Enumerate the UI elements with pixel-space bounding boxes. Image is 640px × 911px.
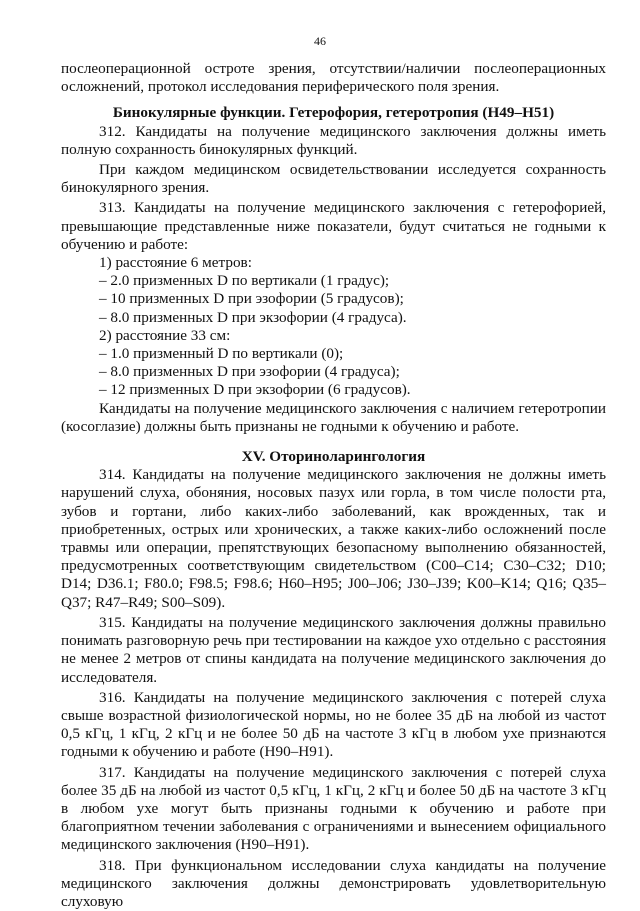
paragraph-318: 318. При функциональном исследовании слуха кандидаты на получение медицинского заключения должны демонстрировать удовлетворительную слуховую — [61, 856, 606, 910]
list-item: – 8.0 призменных D при экзофории (4 градуса). — [99, 308, 407, 326]
list-item: 2) расстояние 33 см: — [99, 326, 231, 344]
list-item: – 12 призменных D при экзофории (6 градусов). — [99, 381, 411, 399]
list-item: – 8.0 призменных D при эзофории (4 градуса); — [99, 363, 400, 381]
list-item: – 10 призменных D при эзофории (5 градусов); — [99, 290, 404, 308]
paragraph-314: 314. Кандидаты на получение медицинского заключения не должны иметь нарушений слуха, обоняния, носовых пазух или горла, в том числе полости рта, зубов и гортани, либо каких-либо заболеваний, как врожденных, так и приобретенных, острых или хронических, а также каких-либо осложнений после травмы или операции, препятствующих безопасному выполнению обязанностей, предусмотренных соответствующим свидетельством (C00–C14; C30–C32; D10; D14; D36.1; F80.0; F98.5; F98.6; H60–H95; J00–J06; J30–J39; K00–K14; Q16; Q35–Q37; R47–R49; S00–S09). — [61, 466, 606, 611]
document-body — [61, 60, 606, 911]
paragraph-313-tropia: Кандидаты на получение медицинского заключения с наличием гетеротропии (косоглазие) должны быть признаны не годными к обучению и работе. — [61, 399, 606, 435]
page-number: 46 — [314, 34, 326, 48]
section-title-binocular: Бинокулярные функции. Гетерофория, гетеротропия (H49–H51) — [112, 104, 555, 122]
list-item: 1) расстояние 6 метров: — [99, 254, 252, 272]
list-item: – 1.0 призменный D по вертикали (0); — [99, 345, 344, 363]
paragraph-317: 317. Кандидаты на получение медицинского заключения с потерей слуха более 35 дБ на любой из частот 0,5 кГц, 1 кГц, 2 кГц и более 50 дБ на частоте 3 кГц в любом ухе могут быть признаны годными к обучению и работе при благоприятном течении заболевания с ограничениями и вынесением официального медицинского заключения (H90–H91). — [61, 763, 606, 854]
paragraph-315: 315. Кандидаты на получение медицинского заключения должны правильно понимать разговорную речь при тестировании на каждое ухо отдельно с расстояния не менее 2 метров от спины кандидата на получение медицинского заключения до исследователя. — [61, 613, 606, 686]
intro-paragraph: послеоперационной остроте зрения, отсутствии/наличии послеоперационных осложнений, протокол исследования периферического поля зрения. — [61, 60, 606, 96]
paragraph-316: 316. Кандидаты на получение медицинского заключения с потерей слуха свыше возрастной физиологической нормы, но не более 35 дБ на любой из частот 0,5 кГц, 1 кГц, 2 кГц и не более 50 дБ на частоте 3 кГц в любом ухе признаются годными к обучению и работе (H90–H91). — [61, 688, 606, 761]
heterophoria-list — [61, 254, 606, 400]
section-title-otorhinolaryngology: XV. Оториноларингология — [241, 448, 426, 466]
paragraph-312: 312. Кандидаты на получение медицинского заключения должны иметь полную сохранность бинокулярных функций. — [61, 122, 606, 158]
paragraph-313: 313. Кандидаты на получение медицинского заключения с гетерофорией, превышающие представленные ниже показатели, будут считаться не годными к обучению и работе: — [61, 199, 606, 253]
list-item: – 2.0 призменных D по вертикали (1 градус); — [99, 272, 390, 290]
paragraph-312-note: При каждом медицинском освидетельствовании исследуется сохранность бинокулярного зрения. — [61, 161, 606, 197]
